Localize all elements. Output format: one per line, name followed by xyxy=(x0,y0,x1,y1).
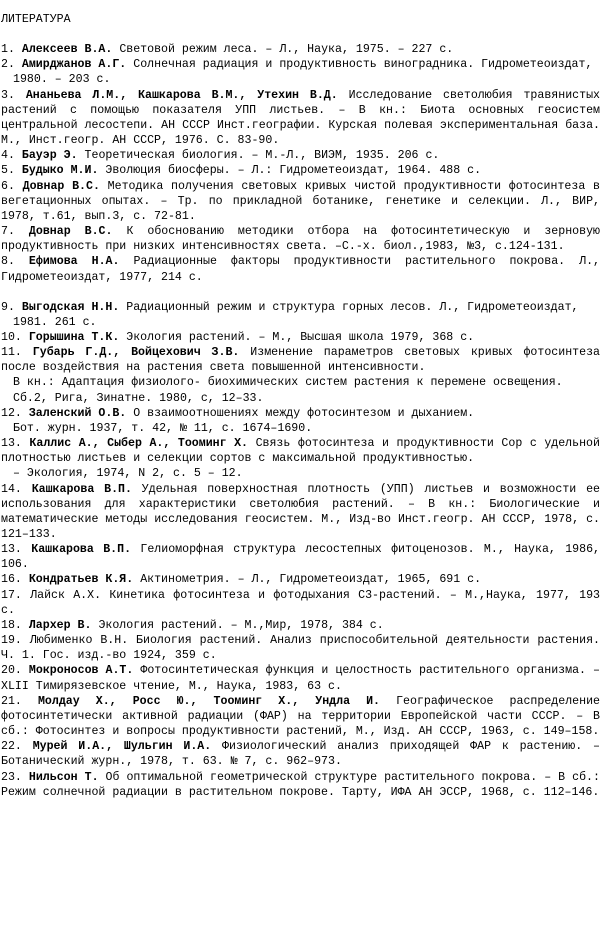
reference-number: 17. xyxy=(1,588,22,602)
reference-text: К обоснованию методики отбора на фотосинтетическую и зерновую продуктивность при низких интенсивностях света. –С.-х. биол.,1983, №3, с.124-131. xyxy=(1,225,600,254)
reference-number: 11. xyxy=(1,346,22,360)
reference-entry xyxy=(1,179,600,224)
reference-entry xyxy=(1,254,600,284)
reference-text: О взаимоотношениях между фотосинтезом и дыханием. xyxy=(133,406,475,420)
reference-text: Методика получения световых кривых чистой продуктивности фотосинтеза в вегетационных опытах. – Тр. по прикладной ботанике, генетике и селекции. Л., ВИР, 1978, т.61, вып.3, с. 72-81. xyxy=(1,179,600,223)
reference-author: Молдау Х., Росс Ю., Тооминг Х., Ундла И. xyxy=(37,694,381,708)
reference-number: 13. xyxy=(1,437,22,451)
reference-entry xyxy=(1,633,600,663)
reference-author: Довнар В.С. xyxy=(28,225,113,239)
reference-list xyxy=(1,42,600,800)
entry-spacer xyxy=(1,285,600,300)
reference-entry xyxy=(1,57,600,87)
reference-text: Любименко В.Н. Биология растений. Анализ приспособительной деятельности растения. Ч. 1. Гос. изд.-во 1924, 359 с. xyxy=(1,634,600,663)
reference-author: Мокроносов А.Т. xyxy=(28,664,134,678)
reference-text: Актинометрия. – Л., Гидрометеоиздат, 1965, 691 с. xyxy=(140,573,482,587)
reference-number: 2. xyxy=(1,58,15,72)
reference-entry xyxy=(1,163,600,178)
reference-number: 9. xyxy=(1,300,15,314)
reference-author: Ефимова Н.А. xyxy=(28,255,120,269)
reference-author: Выгодская Н.Н. xyxy=(21,300,120,314)
reference-author: Мурей И.А., Шульгин И.А. xyxy=(32,740,212,754)
reference-number: 7. xyxy=(1,225,15,239)
reference-continuation: Бот. журн. 1937, т. 42, № 11, с. 1674–1690. xyxy=(13,421,313,435)
reference-entry xyxy=(1,300,600,330)
reference-text: Фотосинтетическая функция и целостность растительного организма. – XLII Тимирязевское чтение, М., Наука, 1983, 63 с. xyxy=(1,664,600,693)
reference-number: 1. xyxy=(1,43,15,57)
reference-text: Лайск А.Х. Кинетика фотосинтеза и фотодыхания С3-растений. – М.,Наука, 1977, 193 с. xyxy=(1,588,600,617)
reference-number: 5. xyxy=(1,164,15,178)
reference-entry xyxy=(1,770,600,800)
reference-number: 10. xyxy=(1,330,22,344)
reference-text: Экология растений. – М.,Мир, 1978, 384 с. xyxy=(98,618,384,632)
reference-entry xyxy=(1,330,600,345)
reference-number: 14. xyxy=(1,482,22,496)
reference-text: Экология растений. – М., Высшая школа 1979, 368 с. xyxy=(126,330,475,344)
reference-author: Каллис А., Сыбер А., Тооминг Х. xyxy=(29,437,249,451)
reference-entry xyxy=(1,42,600,57)
reference-entry xyxy=(1,572,600,587)
reference-entry xyxy=(1,663,600,693)
reference-number: 18. xyxy=(1,618,22,632)
reference-author: Лархер В. xyxy=(28,618,92,632)
reference-author: Будыко М.И. xyxy=(21,164,99,178)
reference-entry xyxy=(1,345,600,375)
reference-text: Связь фотосинтеза и продуктивности Сор с удельной плотностью листьев и селекции сортов с максимальной продуктивностью. xyxy=(1,437,600,466)
reference-number: 12. xyxy=(1,406,22,420)
reference-text: Радиационные факторы продуктивности растительного покрова. Л., Гидрометеоиздат, 1977, 214 с. xyxy=(1,255,600,284)
reference-entry xyxy=(1,588,600,618)
reference-number: 13. xyxy=(1,543,22,557)
reference-entry xyxy=(1,542,600,572)
reference-entry xyxy=(1,618,600,633)
reference-number: 6. xyxy=(1,179,15,193)
reference-entry xyxy=(1,148,600,163)
page-heading: ЛИТЕРАТУРА xyxy=(1,13,71,26)
reference-entry xyxy=(1,406,600,421)
reference-entry xyxy=(1,88,600,149)
reference-entry xyxy=(1,739,600,769)
reference-text: Об оптимальной геометрической структуре растительного покрова. – В сб.: Режим солнечной радиации в растительном покрове. Тарту, ИФА АН ЭССР, 1968, с. 112–146. xyxy=(1,770,600,799)
reference-text: Солнечная радиация и продуктивность виноградника. Гидрометеоиздат, 1980. – 203 с. xyxy=(13,58,593,87)
reference-number: 4. xyxy=(1,149,15,163)
reference-continuation: В кн.: Адаптация физиолого- биохимических систем растения к перемене освещения. Сб.2, Рига, Зинатне. 1980, с, 12–33. xyxy=(13,376,563,405)
reference-entry xyxy=(1,694,600,739)
reference-number: 8. xyxy=(1,255,15,269)
reference-text: Гелиоморфная структура лесостепных фитоценозов. М., Наука, 1986, 106. xyxy=(1,543,600,572)
reference-number: 20. xyxy=(1,664,22,678)
reference-author: Заленский О.В. xyxy=(28,406,127,420)
reference-author: Ананьева Л.М., Кашкарова В.М., Утехин В.Д. xyxy=(25,88,338,102)
reference-author: Губарь Г.Д., Войцехович З.В. xyxy=(32,346,240,360)
reference-author: Кашкарова В.П. xyxy=(31,543,132,557)
reference-number: 16. xyxy=(1,573,22,587)
reference-text: Теоретическая биология. – М.-Л., ВИЭМ, 1935. 206 с. xyxy=(84,149,440,163)
reference-author: Нильсон Т. xyxy=(28,770,99,784)
reference-text: Изменение параметров световых кривых фотосинтеза после воздействия на растения света повышенной интенсивности. xyxy=(1,346,600,375)
reference-text: Эволюция биосферы. – Л.: Гидрометеоиздат, 1964. 488 с. xyxy=(105,164,482,178)
reference-number: 22. xyxy=(1,740,22,754)
reference-author: Кондратьев К.Я. xyxy=(28,573,134,587)
reference-number: 21. xyxy=(1,694,22,708)
reference-author: Бауэр Э. xyxy=(21,149,78,163)
reference-text: Географическое распределение фотосинтетически активной радиации (ФАР) на территории Европейской части СССР. – В сб.: Фотосинтез и вопросы продуктивности растений, М., Изд. АН СССР, 1963, с. 149–158. xyxy=(1,694,601,739)
reference-number: 23. xyxy=(1,770,22,784)
reference-number: 19. xyxy=(1,634,22,648)
reference-entry xyxy=(1,436,600,466)
reference-text: Удельная поверхностная плотность (УПП) листьев и возможности ее использования для характеристики светолюбия растений. – В кн.: Биологические и математические методы исследования геосистем. М., Изд-во Инст.геогр. АН СССР, 1978, с. 121–133. xyxy=(1,482,600,541)
reference-author: Горышина Т.К. xyxy=(28,330,120,344)
reference-author: Алексеев В.А. xyxy=(21,43,113,57)
reference-text: Радиационный режим и структура горных лесов. Л., Гидрометеоиздат, 1981. 261 с. xyxy=(13,300,579,329)
reference-author: Амирджанов А.Г. xyxy=(21,58,127,72)
reference-entry xyxy=(1,482,600,543)
reference-author: Кашкарова В.П. xyxy=(31,482,132,496)
reference-continuation: – Экология, 1974, N 2, с. 5 – 12. xyxy=(13,467,243,481)
reference-author: Довнар В.С. xyxy=(22,179,100,193)
reference-number: 3. xyxy=(1,88,15,102)
reference-entry xyxy=(1,224,600,254)
reference-text: Световой режим леса. – Л., Наука, 1975. – 227 с. xyxy=(119,43,454,57)
reference-text: Исследование светолюбия травянистых растений с помощью показателя УПП листьев. – В кн.: Биота основных геосистем центральной лесостепи. АН СССР Инст.географии. Курская полевая экспериментальная база. М., Инст.геогр. АН СССР, 1976. С. 83-90. xyxy=(1,88,601,148)
reference-text: Физиологический анализ приходящей ФАР к растению. – Ботанический журн., 1978, т. 63. № 7, с. 962–973. xyxy=(1,740,600,769)
